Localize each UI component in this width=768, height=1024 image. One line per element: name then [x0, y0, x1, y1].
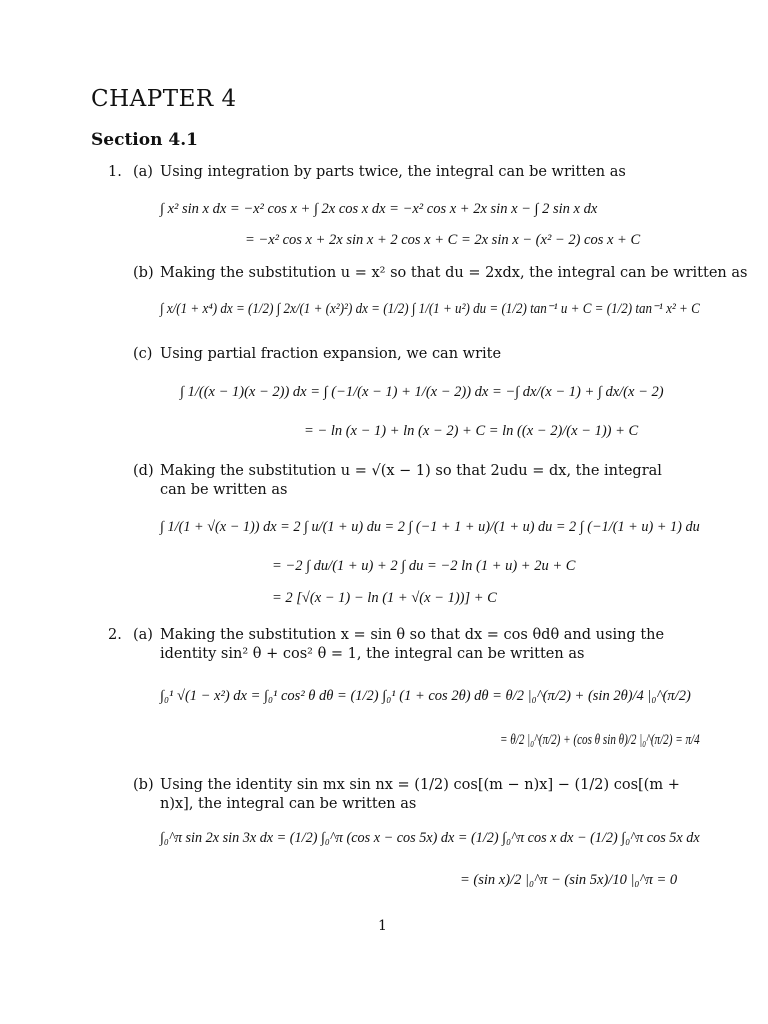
equation-2b-line1: ∫₀^π sin 2x sin 3x dx = (1/2) ∫₀^π (cos x − cos 5x) dx = (1/2) ∫₀^π cos x dx − (1/2) ∫₀^π cos 5x dx — [160, 830, 700, 846]
part-text-2b: Using the identity sin mx sin nx = (1/2) cos[(m − n)x] − (1/2) cos[(m + n)x], the integral can be written as — [160, 777, 680, 812]
part-label-2a: (a) — [133, 627, 153, 643]
part-label-1a: (a) — [133, 164, 153, 180]
equation-2a-line2: = θ/2 |₀^(π/2) + (cos θ sin θ)/2 |₀^(π/2) = π/4 — [500, 732, 700, 748]
page-number: 1 — [378, 918, 387, 934]
part-text-2a: Making the substitution x = sin θ so that dx = cos θdθ and using the identity sin² θ + cos² θ = 1, the integral can be written as — [160, 627, 665, 662]
part-label-1d: (d) — [133, 463, 154, 479]
equation-1d-line2: = −2 ∫ du/(1 + u) + 2 ∫ du = −2 ln (1 + u) + 2u + C — [272, 558, 576, 574]
problem-number-1: 1. — [108, 164, 122, 180]
equation-1b-line1: ∫ x/(1 + x⁴) dx = (1/2) ∫ 2x/(1 + (x²)²) dx = (1/2) ∫ 1/(1 + u²) du = (1/2) tan⁻¹ u + C = (1/2) tan⁻¹ x² + C — [160, 301, 700, 317]
equation-2a-line1: ∫₀¹ √(1 − x²) dx = ∫₀¹ cos² θ dθ = (1/2) ∫₀¹ (1 + cos 2θ) dθ = θ/2 |₀^(π/2) + (sin 2θ)/4 |₀^(π/2) — [160, 688, 691, 704]
equation-1a-line2: = −x² cos x + 2x sin x + 2 cos x + C = 2x sin x − (x² − 2) cos x + C — [245, 232, 641, 248]
equation-1c-line2: = − ln (x − 1) + ln (x − 2) + C = ln ((x − 2)/(x − 1)) + C — [304, 423, 639, 439]
part-label-1b: (b) — [133, 265, 154, 281]
part-text-1c: Using partial fraction expansion, we can write — [160, 346, 502, 362]
equation-1a-line1: ∫ x² sin x dx = −x² cos x + ∫ 2x cos x dx = −x² cos x + 2x sin x − ∫ 2 sin x dx — [160, 201, 598, 217]
section-title: Section 4.1 — [91, 130, 198, 150]
part-label-2b: (b) — [133, 777, 154, 793]
chapter-title: CHAPTER 4 — [91, 86, 237, 112]
part-text-1a: Using integration by parts twice, the integral can be written as — [160, 164, 626, 180]
part-label-1c: (c) — [133, 346, 153, 362]
problem-number-2: 2. — [108, 627, 122, 643]
part-text-1d: Making the substitution u = √(x − 1) so that 2udu = dx, the integral can be written as — [160, 463, 662, 498]
equation-1c-line1: ∫ 1/((x − 1)(x − 2)) dx = ∫ (−1/(x − 1) + 1/(x − 2)) dx = −∫ dx/(x − 1) + ∫ dx/(x − 2) — [180, 384, 664, 400]
equation-1d-line3: = 2 [√(x − 1) − ln (1 + √(x − 1))] + C — [272, 590, 497, 606]
equation-2b-line2: = (sin x)/2 |₀^π − (sin 5x)/10 |₀^π = 0 — [460, 872, 678, 888]
part-text-1b: Making the substitution u = x² so that du = 2xdx, the integral can be written as — [160, 265, 748, 281]
equation-1d-line1: ∫ 1/(1 + √(x − 1)) dx = 2 ∫ u/(1 + u) du = 2 ∫ (−1 + 1 + u)/(1 + u) du = 2 ∫ (−1/(1 + u) + 1) du — [160, 519, 700, 535]
